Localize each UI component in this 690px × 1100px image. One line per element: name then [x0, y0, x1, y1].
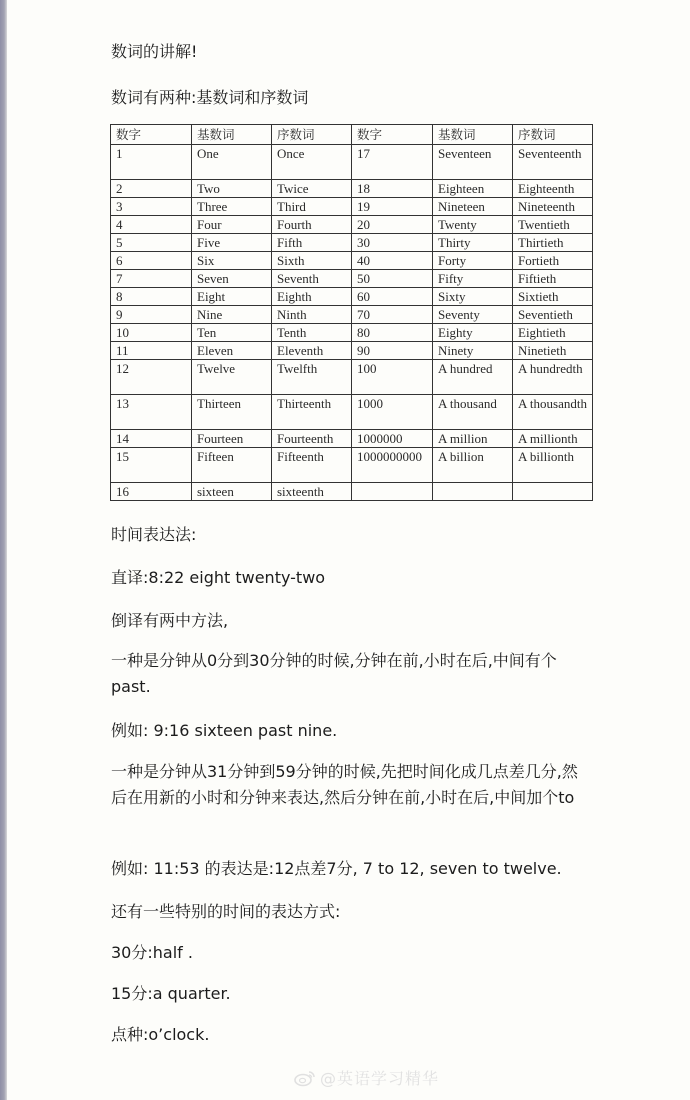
table-cell-o2: Nineteenth: [513, 198, 593, 216]
table-cell-o2: Seventeenth: [513, 145, 593, 180]
table-cell-n2: 1000: [352, 395, 433, 430]
table-row: [111, 216, 593, 234]
header-cardinal-2: 基数词: [433, 125, 513, 145]
table-cell-c2: Sixty: [433, 288, 513, 306]
table-row: [111, 360, 593, 395]
table-cell-c2: Nineteen: [433, 198, 513, 216]
table-cell-o1: Twice: [272, 180, 352, 198]
special-oclock: 点种:o’clock.: [111, 1025, 210, 1044]
table-cell-o1: Fourteenth: [272, 430, 352, 448]
table-cell-n2: 18: [352, 180, 433, 198]
table-cell-o1: Twelfth: [272, 360, 352, 395]
table-cell-n1: 11: [111, 342, 192, 360]
table-cell-c1: Five: [192, 234, 272, 252]
table-cell-o2: Eightieth: [513, 324, 593, 342]
table-cell-o1: Seventh: [272, 270, 352, 288]
table-cell-c2: Eighty: [433, 324, 513, 342]
example-to: 例如: 11:53 的表达是:12点差7分, 7 to 12, seven to twelve.: [111, 859, 562, 878]
table-cell-n2: [352, 483, 433, 501]
table-cell-c1: Two: [192, 180, 272, 198]
table-cell-n1: 13: [111, 395, 192, 430]
table-cell-n2: 20: [352, 216, 433, 234]
table-cell-c1: Nine: [192, 306, 272, 324]
table-cell-c1: sixteen: [192, 483, 272, 501]
table-cell-n1: 1: [111, 145, 192, 180]
table-cell-c2: A billion: [433, 448, 513, 483]
table-cell-n1: 14: [111, 430, 192, 448]
table-row: [111, 306, 593, 324]
table-row: [111, 252, 593, 270]
table-cell-n1: 3: [111, 198, 192, 216]
doc-subtitle: 数词有两种:基数词和序数词: [111, 88, 309, 107]
table-cell-o2: Thirtieth: [513, 234, 593, 252]
table-cell-n2: 100: [352, 360, 433, 395]
table-cell-n1: 6: [111, 252, 192, 270]
table-cell-c1: One: [192, 145, 272, 180]
table-cell-n2: 60: [352, 288, 433, 306]
table-cell-n1: 12: [111, 360, 192, 395]
table-cell-c2: Seventeen: [433, 145, 513, 180]
table-cell-n2: 90: [352, 342, 433, 360]
table-cell-c1: Fifteen: [192, 448, 272, 483]
table-row: [111, 483, 593, 501]
table-cell-n2: 30: [352, 234, 433, 252]
table-row: [111, 430, 593, 448]
table-cell-n2: 40: [352, 252, 433, 270]
table-cell-o2: Eighteenth: [513, 180, 593, 198]
table-cell-n1: 2: [111, 180, 192, 198]
table-cell-o1: Once: [272, 145, 352, 180]
table-cell-o2: A hundredth: [513, 360, 593, 395]
table-cell-o1: Tenth: [272, 324, 352, 342]
doc-title: 数词的讲解!: [111, 42, 198, 61]
table-cell-c2: Thirty: [433, 234, 513, 252]
table-cell-o1: Eleventh: [272, 342, 352, 360]
table-cell-n2: 17: [352, 145, 433, 180]
table-row: [111, 198, 593, 216]
table-cell-o2: A millionth: [513, 430, 593, 448]
table-cell-o1: Third: [272, 198, 352, 216]
method-to: 一种是分钟从31分钟到59分钟的时候,先把时间化成几点差几分,然后在用新的小时和分钟来表达,然后分钟在前,小时在后,中间加个to: [111, 762, 578, 807]
header-ordinal: 序数词: [272, 125, 352, 145]
table-cell-n1: 16: [111, 483, 192, 501]
table-cell-o2: Fiftieth: [513, 270, 593, 288]
header-cardinal: 基数词: [192, 125, 272, 145]
table-cell-n2: 19: [352, 198, 433, 216]
table-cell-n2: 70: [352, 306, 433, 324]
table-cell-c1: Thirteen: [192, 395, 272, 430]
reverse-intro: 倒译有两中方法,: [111, 611, 229, 630]
table-row: [111, 395, 593, 430]
header-number: 数字: [111, 125, 192, 145]
table-cell-o1: Thirteenth: [272, 395, 352, 430]
table-cell-o1: sixteenth: [272, 483, 352, 501]
special-half: 30分:half .: [111, 943, 193, 962]
table-row: [111, 180, 593, 198]
table-cell-o2: A billionth: [513, 448, 593, 483]
table-cell-c2: Eighteen: [433, 180, 513, 198]
header-ordinal-2: 序数词: [513, 125, 593, 145]
table-cell-c2: [433, 483, 513, 501]
table-row: [111, 234, 593, 252]
table-row: [111, 270, 593, 288]
table-cell-n2: 1000000: [352, 430, 433, 448]
table-cell-o1: Fifteenth: [272, 448, 352, 483]
table-cell-n1: 5: [111, 234, 192, 252]
table-cell-o1: Fifth: [272, 234, 352, 252]
table-cell-o2: Seventieth: [513, 306, 593, 324]
table-cell-c2: Ninety: [433, 342, 513, 360]
table-cell-c1: Eight: [192, 288, 272, 306]
table-cell-c2: A million: [433, 430, 513, 448]
table-cell-o1: Eighth: [272, 288, 352, 306]
table-cell-c1: Six: [192, 252, 272, 270]
table-cell-c2: A thousand: [433, 395, 513, 430]
table-header-row: [111, 125, 593, 145]
numeral-table: [110, 124, 593, 501]
table-cell-c1: Fourteen: [192, 430, 272, 448]
example-past: 例如: 9:16 sixteen past nine.: [111, 721, 338, 740]
table-row: [111, 448, 593, 483]
table-cell-c1: Twelve: [192, 360, 272, 395]
table-cell-n1: 15: [111, 448, 192, 483]
special-quarter: 15分:a quarter.: [111, 984, 231, 1003]
table-cell-o1: Fourth: [272, 216, 352, 234]
table-cell-c1: Seven: [192, 270, 272, 288]
table-cell-n2: 80: [352, 324, 433, 342]
direct-translation-text: 直译:8:22 eight twenty-two: [111, 568, 326, 587]
table-cell-c2: Forty: [433, 252, 513, 270]
direct-translation: [111, 565, 325, 591]
table-cell-n1: 7: [111, 270, 192, 288]
table-cell-n2: 50: [352, 270, 433, 288]
watermark: [294, 1066, 439, 1089]
table-cell-o2: Fortieth: [513, 252, 593, 270]
table-cell-o2: [513, 483, 593, 501]
table-cell-o1: Ninth: [272, 306, 352, 324]
table-cell-o2: Sixtieth: [513, 288, 593, 306]
watermark-text: @英语学习精华: [320, 1069, 440, 1088]
table-cell-o1: Sixth: [272, 252, 352, 270]
table-cell-n1: 9: [111, 306, 192, 324]
table-cell-n2: 1000000000: [352, 448, 433, 483]
table-cell-o2: Twentieth: [513, 216, 593, 234]
table-cell-o2: A thousandth: [513, 395, 593, 430]
table-cell-c2: Seventy: [433, 306, 513, 324]
table-cell-n1: 10: [111, 324, 192, 342]
table-cell-n1: 8: [111, 288, 192, 306]
table-cell-o2: Ninetieth: [513, 342, 593, 360]
table-cell-c2: Twenty: [433, 216, 513, 234]
table-cell-c2: Fifty: [433, 270, 513, 288]
table-cell-c2: A hundred: [433, 360, 513, 395]
table-row: [111, 145, 593, 180]
table-cell-c1: Ten: [192, 324, 272, 342]
table-row: [111, 342, 593, 360]
table-cell-c1: Eleven: [192, 342, 272, 360]
special-heading: 还有一些特别的时间的表达方式:: [111, 902, 341, 921]
table-row: [111, 324, 593, 342]
method-past: 一种是分钟从0分到30分钟的时候,分钟在前,小时在后,中间有个past.: [111, 651, 557, 696]
table-cell-n1: 4: [111, 216, 192, 234]
table-cell-c1: Three: [192, 198, 272, 216]
time-heading: 时间表达法:: [111, 525, 197, 544]
table-row: [111, 288, 593, 306]
header-number-2: 数字: [352, 125, 433, 145]
table-cell-c1: Four: [192, 216, 272, 234]
weibo-icon: [294, 1069, 316, 1087]
